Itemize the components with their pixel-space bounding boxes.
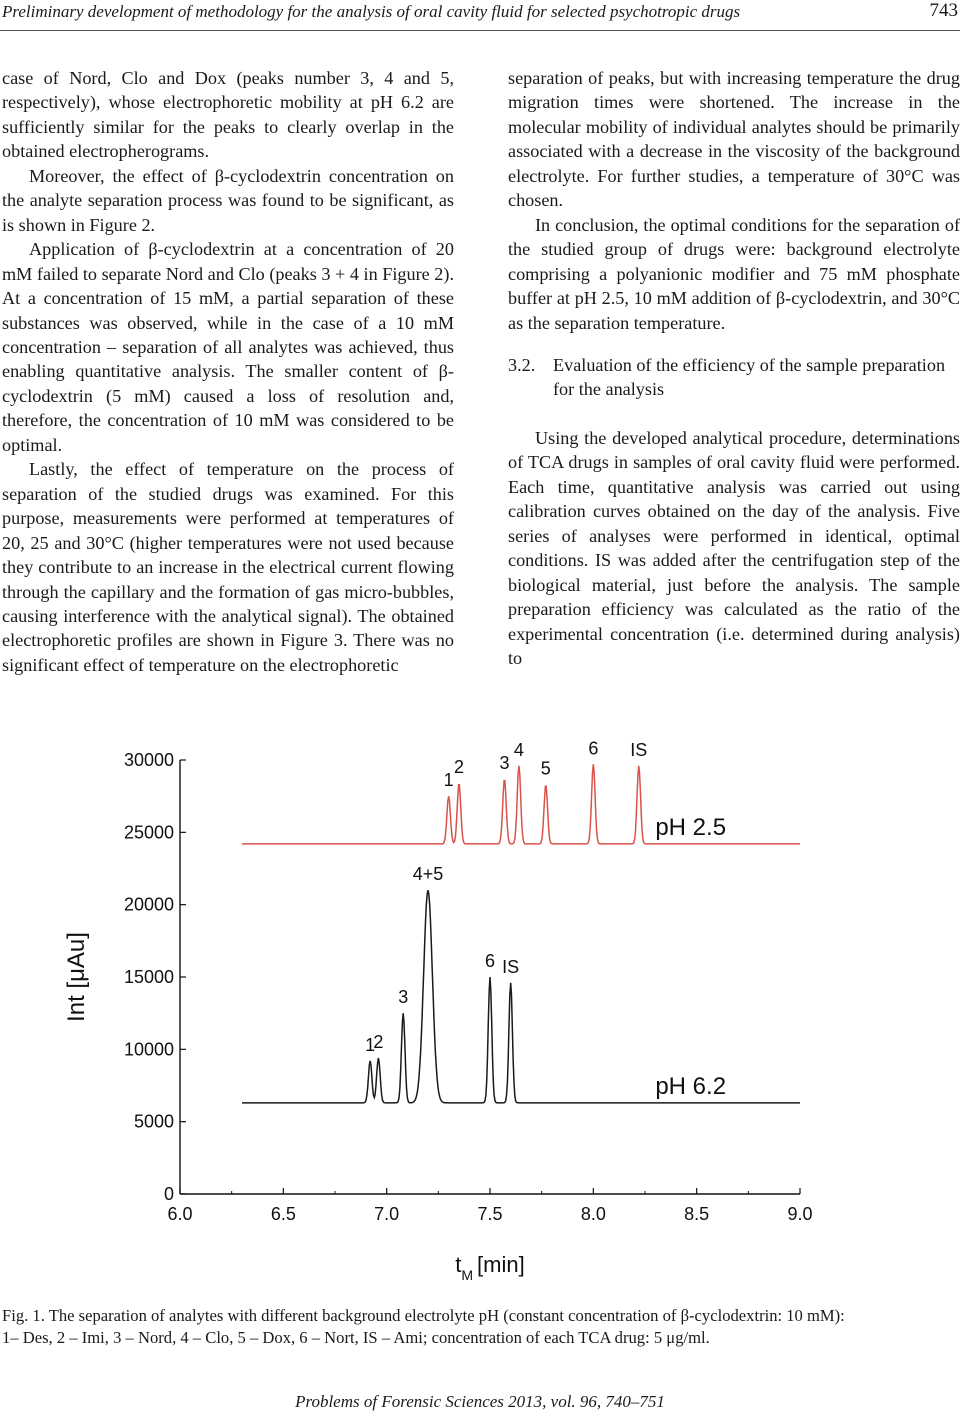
caption-line: Fig. 1. The separation of analytes with different background electrolyte pH (constant concentration of β-cyclodextrin: 10 mM): — [2, 1306, 845, 1325]
peak-label: 3 — [398, 987, 409, 1008]
paragraph: Using the developed analytical procedure, determinations of TCA drugs in samples of oral cavity fluid were performed. Each time, quantitative analysis was carried out using calibration curves obtained on the day of the analysis. Five series of analyses were performed in identical, optimal conditions. IS was added after the centrifugation step of the biological material, just before the analysis. The sample preparation efficiency was calculated as the ratio of the experimental concentration (i.e. determined during analysis) to — [508, 427, 960, 668]
peak-label: 6 — [588, 738, 599, 759]
left-column — [2, 66, 454, 677]
paragraph: Moreover, the effect of β-cyclodextrin concentration on the analyte separation process was found to be significant, as is shown in Figure 2. — [2, 165, 454, 235]
x-axis-label: $t_M$ [min] — [455, 1252, 525, 1283]
paragraph: Lastly, the effect of temperature on the process of separation of the studied drugs was examined. For this purpose, measurements were performed at temperatures of 20, 25 and 30°C (higher temperatures were not used because they contribute to an increase in the electrical current flowing through the capillary and the formation of gas micro-bubbles, causing interference with the analytical signal). The obtained electrophoretic profiles are shown in Figure 3. There was no significant effect of temperature on the electrophoretic — [2, 459, 454, 675]
peak-label: 6 — [484, 951, 496, 971]
page-number: 743 — [929, 0, 958, 21]
series-line-ph-6-2 — [242, 890, 800, 1103]
peak-label: 1 — [365, 1034, 376, 1055]
peak-label: 3 — [499, 752, 510, 773]
x-tick-label: 8.0 — [580, 1204, 606, 1224]
peak-label: 4+5 — [412, 864, 444, 885]
paragraph: separation of peaks, but with increasing temperature the drug migration times were shortened. The increase in the molecular mobility of individual analytes should be primarily associated with a decrease in the viscosity of the background electrolyte. For further studies, a temperature of 30°C was chosen. — [508, 68, 960, 211]
y-tick-label: 0 — [163, 1184, 174, 1204]
y-tick-label: 25000 — [123, 822, 174, 843]
section-heading — [508, 353, 960, 402]
running-title: Preliminary development of methodology for the analysis of oral cavity fluid for selected psychotropic drugs — [2, 2, 741, 21]
page-footer: Problems of Forensic Sciences 2013, vol. 96, 740–751 — [295, 1392, 665, 1411]
x-tick-label: 7.5 — [477, 1204, 503, 1224]
x-tick-label: 6.5 — [270, 1204, 296, 1224]
electropherogram-figure — [18, 738, 936, 1298]
series-annotation: pH 2.5 — [655, 814, 727, 842]
x-tick-label: 7.0 — [374, 1204, 400, 1224]
y-tick-label: 10000 — [123, 1039, 174, 1060]
section-title: Evaluation of the efficiency of the sample preparation for the analysis — [553, 354, 946, 400]
y-axis-label: Int [μAu] — [63, 932, 90, 1022]
peak-label: 2 — [453, 757, 465, 778]
paragraph: In conclusion, the optimal conditions for the separation of the studied group of drugs were: background electrolyte comprising a polyanionic modifier and 75 mM phosphate buffer at pH 2.5, 10 mM addition of β-cyclodextrin, and 30°C as the separation temperature. — [508, 214, 960, 333]
peak-label: IS — [630, 739, 648, 760]
x-tick-label: 8.5 — [684, 1204, 710, 1224]
peak-label: 2 — [373, 1032, 384, 1053]
peak-label: 1 — [443, 770, 454, 791]
section-number: 3.2. — [508, 354, 536, 375]
paragraph: case of Nord, Clo and Dox (peaks number 3, 4 and 5, respectively), whose electrophoretic mobility at pH 6.2 are sufficiently similar for the peaks to clearly overlap in the obtained electropherograms. — [2, 68, 454, 162]
peak-label: IS — [502, 956, 520, 977]
series-annotation: pH 6.2 — [655, 1073, 727, 1101]
figure-caption — [2, 1305, 958, 1349]
y-tick-label: 5000 — [133, 1111, 174, 1132]
y-tick-label: 30000 — [123, 750, 174, 770]
header-rule — [0, 30, 960, 31]
x-tick-label: 9.0 — [787, 1204, 813, 1224]
peak-label: 5 — [540, 758, 551, 779]
right-column — [508, 66, 960, 670]
paragraph: Application of β-cyclodextrin at a concentration of 20 mM failed to separate Nord and Clo (peaks 3 + 4 in Figure 2). At a concentration of 15 mM, a partial separation of these substances was observed, while in the case of a 10 mM concentration – separation of all analytes was achieved, thus enabling quantitative analysis. The smaller content of β-cyclodextrin (5 mM) caused a loss of resolution and, therefore, the concentration of 10 mM was considered to be optimal. — [2, 239, 454, 455]
running-header — [0, 0, 960, 30]
x-tick-label: 6.0 — [167, 1204, 193, 1224]
electropherogram-chart — [18, 738, 936, 1298]
peak-label: 4 — [513, 739, 524, 760]
caption-line: 1– Des, 2 – Imi, 3 – Nord, 4 – Clo, 5 – Dox, 6 – Nort, IS – Ami; concentration of each TCA drug: 5 μg/ml. — [2, 1328, 710, 1347]
y-tick-label: 20000 — [123, 894, 174, 915]
y-tick-label: 15000 — [123, 967, 174, 987]
